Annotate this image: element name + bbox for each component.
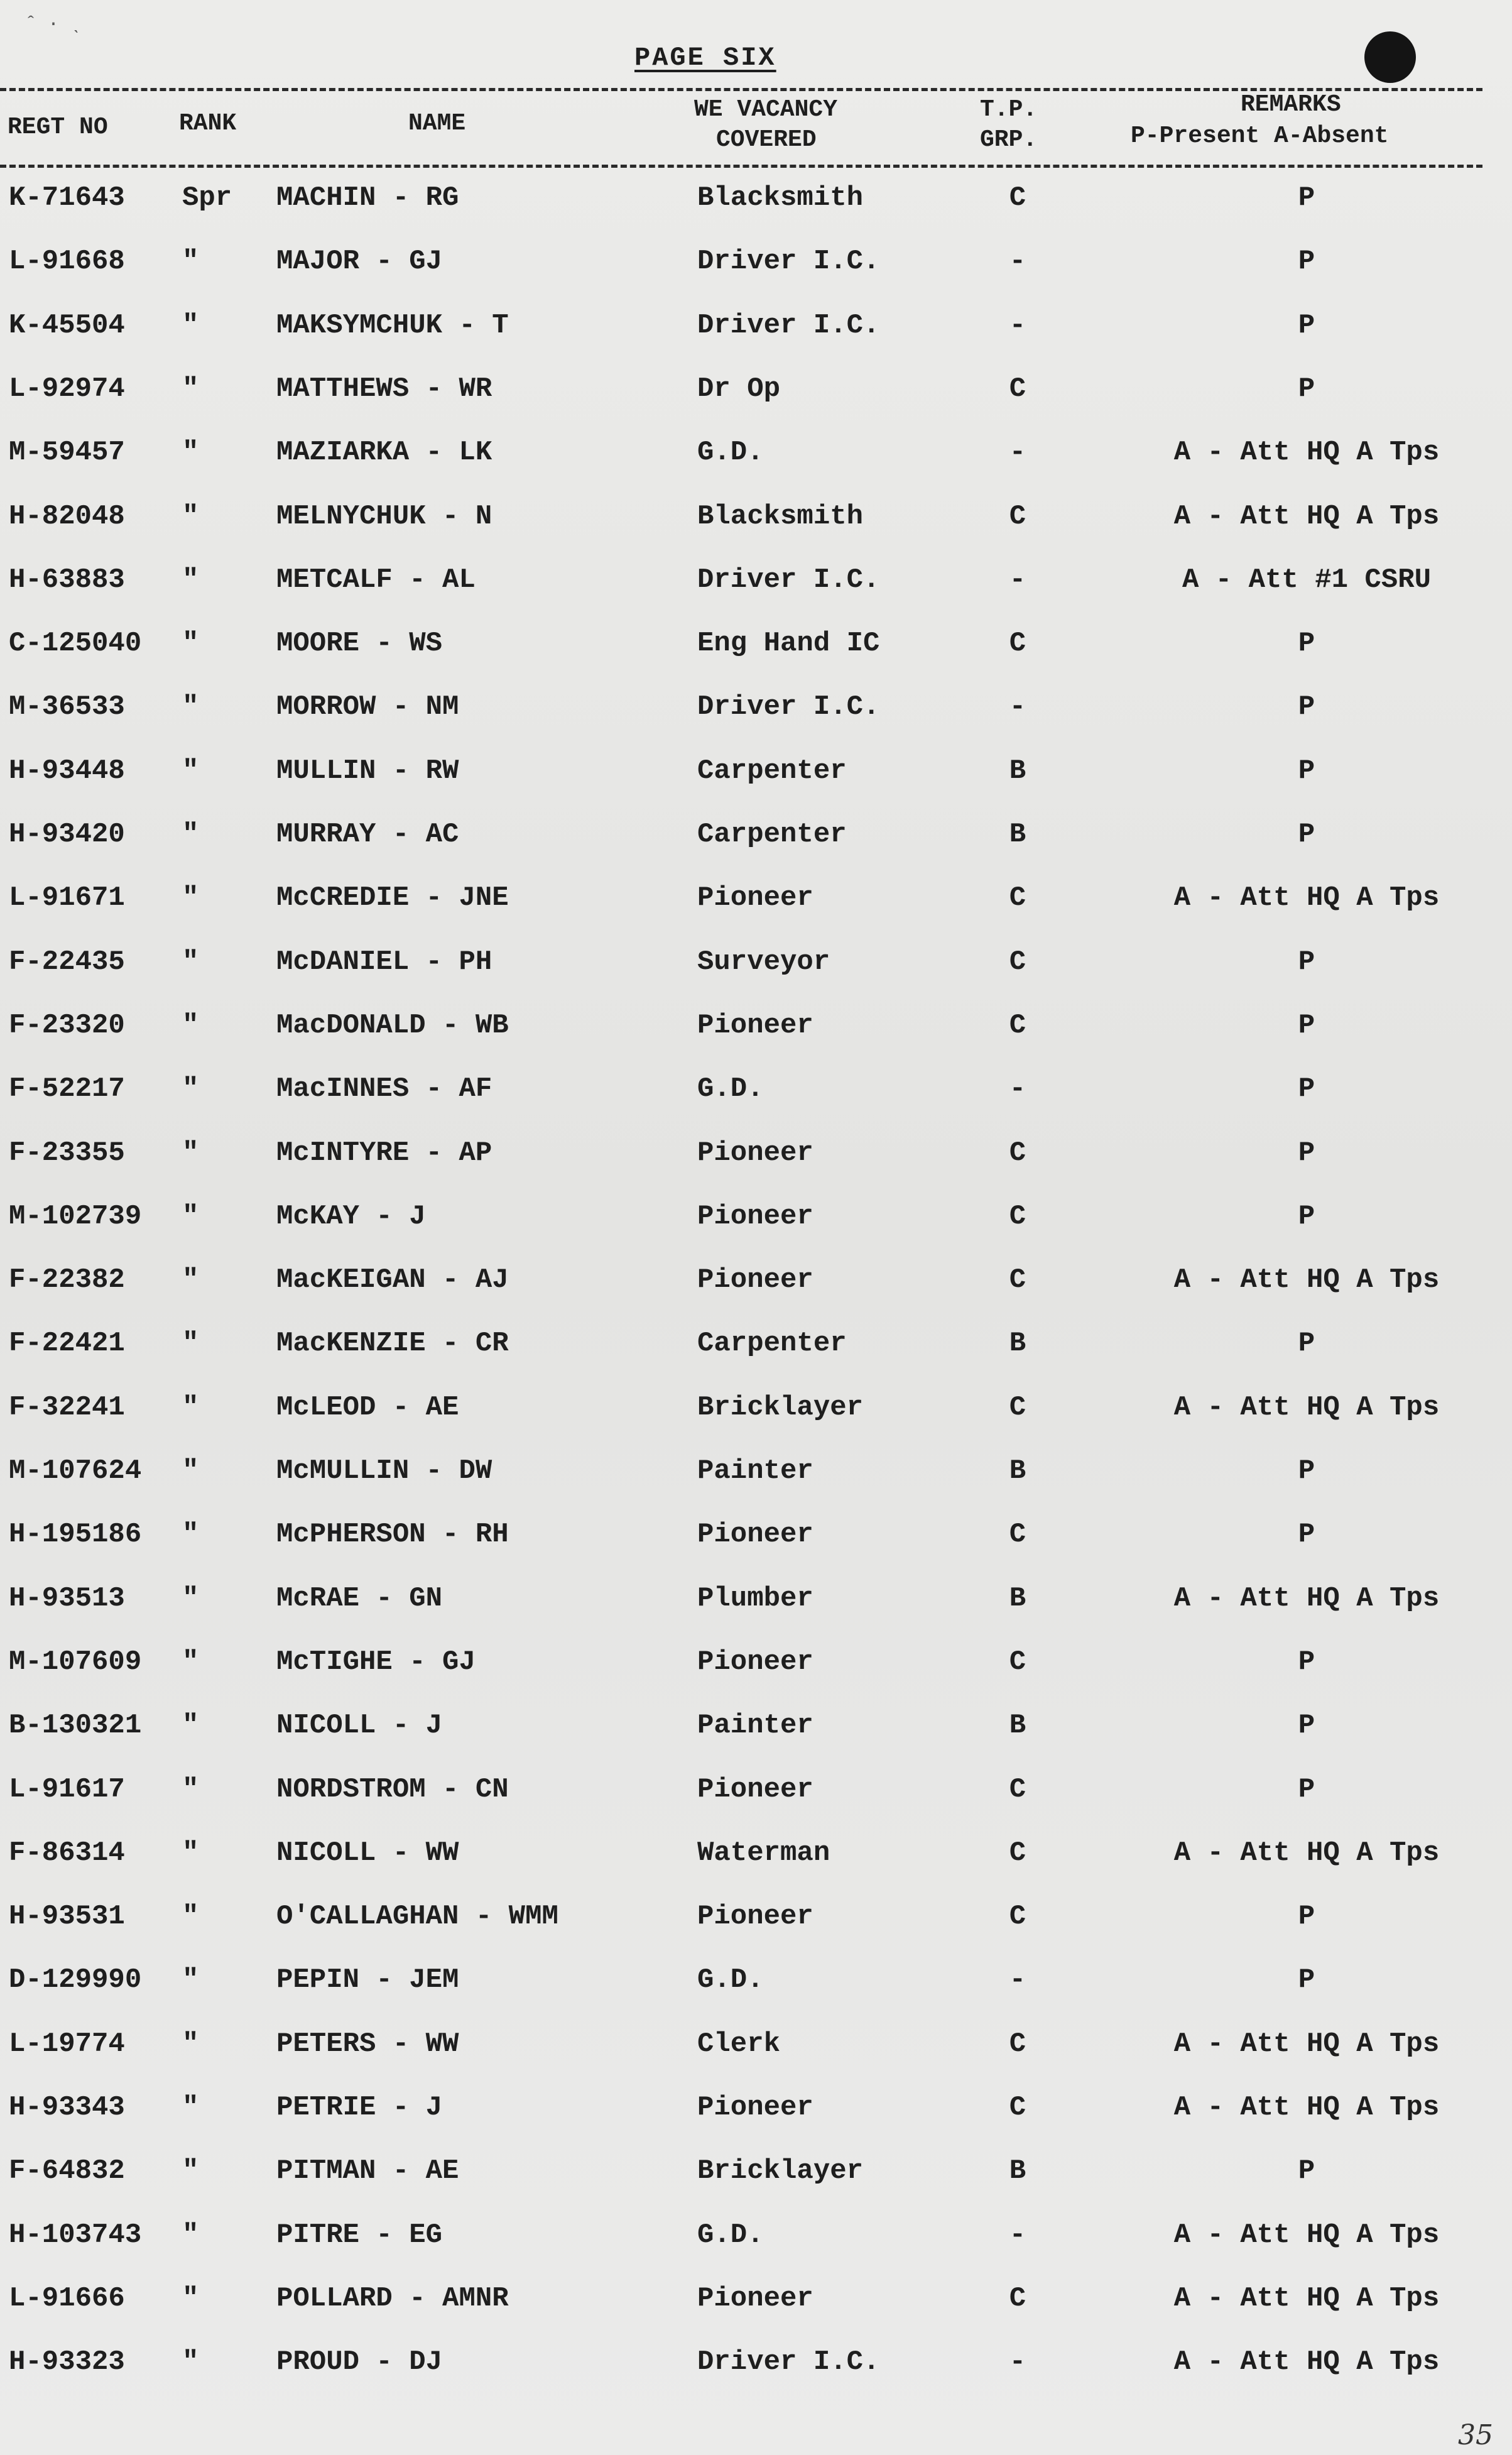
vacancy-cell: Pioneer bbox=[697, 1264, 813, 1296]
tp-grp-cell: - bbox=[1009, 1964, 1026, 1996]
table-row bbox=[0, 173, 1512, 223]
remarks-cell: A - Att HQ A Tps bbox=[1173, 2219, 1440, 2251]
rank-cell: " bbox=[182, 309, 199, 341]
regt-no-cell: H-93420 bbox=[9, 819, 125, 850]
rank-cell: " bbox=[182, 2155, 199, 2187]
remarks-cell: A - Att HQ A Tps bbox=[1173, 1837, 1440, 1869]
tp-grp-cell: - bbox=[1009, 691, 1026, 723]
vacancy-cell: Painter bbox=[697, 1710, 813, 1742]
tp-grp-cell: C bbox=[1009, 2092, 1026, 2123]
rank-cell: " bbox=[182, 1328, 199, 1360]
name-cell: McDANIEL - PH bbox=[276, 946, 492, 978]
regt-no-cell: C-125040 bbox=[9, 628, 142, 660]
tp-grp-cell: B bbox=[1009, 819, 1026, 850]
remarks-cell: A - Att HQ A Tps bbox=[1173, 2282, 1440, 2314]
remarks-cell: P bbox=[1298, 946, 1315, 978]
regt-no-cell: L-91666 bbox=[9, 2282, 125, 2314]
remarks-cell: P bbox=[1298, 628, 1315, 660]
table-row bbox=[0, 1318, 1512, 1369]
tp-grp-cell: C bbox=[1009, 1646, 1026, 1678]
rank-cell: " bbox=[182, 1901, 199, 1933]
remarks-cell: P bbox=[1298, 182, 1315, 214]
table-row bbox=[0, 2337, 1512, 2387]
rank-cell: " bbox=[182, 2282, 199, 2314]
regt-no-cell: F-22421 bbox=[9, 1328, 125, 1360]
name-cell: McMULLIN - DW bbox=[276, 1455, 492, 1487]
vacancy-cell: Driver I.C. bbox=[697, 246, 880, 278]
header-vacancy-line2: COVERED bbox=[716, 126, 817, 153]
tp-grp-cell: C bbox=[1009, 1901, 1026, 1933]
name-cell: McLEOD - AE bbox=[276, 1391, 459, 1423]
vacancy-cell: Pioneer bbox=[697, 1519, 813, 1551]
remarks-cell: P bbox=[1298, 1519, 1315, 1551]
vacancy-cell: Pioneer bbox=[697, 2282, 813, 2314]
name-cell: MOORE - WS bbox=[276, 628, 443, 660]
tp-grp-cell: B bbox=[1009, 1582, 1026, 1614]
table-row bbox=[0, 1573, 1512, 1624]
rank-cell: " bbox=[182, 1455, 199, 1487]
rank-cell: " bbox=[182, 1391, 199, 1423]
regt-no-cell: F-52217 bbox=[9, 1073, 125, 1105]
remarks-cell: A - Att #1 CSRU bbox=[1182, 564, 1432, 596]
tp-grp-cell: C bbox=[1009, 2282, 1026, 2314]
vacancy-cell: Clerk bbox=[697, 2028, 781, 2060]
tp-grp-cell: C bbox=[1009, 1391, 1026, 1423]
regt-no-cell: H-93343 bbox=[9, 2092, 125, 2123]
name-cell: MACHIN - RG bbox=[276, 182, 459, 214]
header-bottom-rule bbox=[0, 165, 1482, 168]
name-cell: MELNYCHUK - N bbox=[276, 500, 492, 532]
regt-no-cell: F-23355 bbox=[9, 1137, 125, 1169]
table-row bbox=[0, 555, 1512, 605]
table-row bbox=[0, 746, 1512, 796]
name-cell: PEPIN - JEM bbox=[276, 1964, 459, 1996]
tp-grp-cell: - bbox=[1009, 1073, 1026, 1105]
vacancy-cell: Pioneer bbox=[697, 2092, 813, 2123]
name-cell: McKAY - J bbox=[276, 1200, 426, 1232]
name-cell: MAZIARKA - LK bbox=[276, 437, 492, 469]
tp-grp-cell: - bbox=[1009, 564, 1026, 596]
name-cell: MURRAY - AC bbox=[276, 819, 459, 850]
table-row bbox=[0, 682, 1512, 732]
name-cell: McINTYRE - AP bbox=[276, 1137, 492, 1169]
rank-cell: " bbox=[182, 691, 199, 723]
tp-grp-cell: - bbox=[1009, 2219, 1026, 2251]
vacancy-cell: G.D. bbox=[697, 2219, 764, 2251]
remarks-cell: P bbox=[1298, 1200, 1315, 1232]
vacancy-cell: Dr Op bbox=[697, 373, 781, 405]
rank-cell: " bbox=[182, 1009, 199, 1041]
vacancy-cell: Bricklayer bbox=[697, 1391, 864, 1423]
tp-grp-cell: C bbox=[1009, 500, 1026, 532]
rank-cell: " bbox=[182, 246, 199, 278]
tp-grp-cell: C bbox=[1009, 882, 1026, 914]
regt-no-cell: H-93531 bbox=[9, 1901, 125, 1933]
vacancy-cell: Pioneer bbox=[697, 1200, 813, 1232]
rank-cell: " bbox=[182, 1964, 199, 1996]
header-vacancy-line1: WE VACANCY bbox=[694, 96, 838, 123]
regt-no-cell: M-59457 bbox=[9, 437, 125, 469]
name-cell: MacINNES - AF bbox=[276, 1073, 492, 1105]
tp-grp-cell: C bbox=[1009, 1264, 1026, 1296]
remarks-cell: P bbox=[1298, 1773, 1315, 1805]
rank-cell: Spr bbox=[182, 182, 232, 214]
table-row bbox=[0, 618, 1512, 669]
vacancy-cell: G.D. bbox=[697, 1073, 764, 1105]
vacancy-cell: Blacksmith bbox=[697, 182, 864, 214]
regt-no-cell: H-93513 bbox=[9, 1582, 125, 1614]
table-row bbox=[0, 1955, 1512, 2005]
table-row bbox=[0, 2146, 1512, 2196]
name-cell: NICOLL - J bbox=[276, 1710, 443, 1742]
rank-cell: " bbox=[182, 1646, 199, 1678]
tp-grp-cell: C bbox=[1009, 1837, 1026, 1869]
table-row bbox=[0, 1191, 1512, 1242]
name-cell: METCALF - AL bbox=[276, 564, 476, 596]
rank-cell: " bbox=[182, 882, 199, 914]
name-cell: PITMAN - AE bbox=[276, 2155, 459, 2187]
table-row bbox=[0, 2082, 1512, 2133]
table-row bbox=[0, 1255, 1512, 1305]
name-cell: PETERS - WW bbox=[276, 2028, 459, 2060]
remarks-cell: A - Att HQ A Tps bbox=[1173, 2028, 1440, 2060]
name-cell: O'CALLAGHAN - WMM bbox=[276, 1901, 558, 1933]
tp-grp-cell: B bbox=[1009, 1328, 1026, 1360]
rank-cell: " bbox=[182, 819, 199, 850]
name-cell: MacDONALD - WB bbox=[276, 1009, 509, 1041]
remarks-cell: A - Att HQ A Tps bbox=[1173, 1264, 1440, 1296]
name-cell: McRAE - GN bbox=[276, 1582, 443, 1614]
remarks-cell: P bbox=[1298, 691, 1315, 723]
vacancy-cell: Eng Hand IC bbox=[697, 628, 880, 660]
regt-no-cell: H-93323 bbox=[9, 2346, 125, 2378]
vacancy-cell: Carpenter bbox=[697, 819, 847, 850]
vacancy-cell: Pioneer bbox=[697, 1137, 813, 1169]
table-row bbox=[0, 1509, 1512, 1560]
tp-grp-cell: B bbox=[1009, 2155, 1026, 2187]
tp-grp-cell: C bbox=[1009, 2028, 1026, 2060]
table-row bbox=[0, 1891, 1512, 1942]
regt-no-cell: H-195186 bbox=[9, 1519, 142, 1551]
rank-cell: " bbox=[182, 1519, 199, 1551]
rank-cell: " bbox=[182, 2219, 199, 2251]
regt-no-cell: F-22382 bbox=[9, 1264, 125, 1296]
header-name: NAME bbox=[408, 110, 466, 137]
tp-grp-cell: C bbox=[1009, 1200, 1026, 1232]
name-cell: NORDSTROM - CN bbox=[276, 1773, 509, 1805]
tp-grp-cell: C bbox=[1009, 1009, 1026, 1041]
vacancy-cell: Driver I.C. bbox=[697, 2346, 880, 2378]
vacancy-cell: Driver I.C. bbox=[697, 564, 880, 596]
vacancy-cell: Carpenter bbox=[697, 755, 847, 787]
vacancy-cell: Driver I.C. bbox=[697, 309, 880, 341]
remarks-cell: P bbox=[1298, 1137, 1315, 1169]
table-row bbox=[0, 1128, 1512, 1178]
remarks-cell: A - Att HQ A Tps bbox=[1173, 437, 1440, 469]
vacancy-cell: Painter bbox=[697, 1455, 813, 1487]
table-row bbox=[0, 2210, 1512, 2260]
vacancy-cell: G.D. bbox=[697, 1964, 764, 1996]
tp-grp-cell: C bbox=[1009, 628, 1026, 660]
header-tp-grp-line1: T.P. bbox=[980, 96, 1038, 123]
name-cell: PROUD - DJ bbox=[276, 2346, 443, 2378]
name-cell: McPHERSON - RH bbox=[276, 1519, 509, 1551]
regt-no-cell: D-129990 bbox=[9, 1964, 142, 1996]
table-row bbox=[0, 2273, 1512, 2324]
remarks-cell: P bbox=[1298, 309, 1315, 341]
vacancy-cell: Surveyor bbox=[697, 946, 830, 978]
remarks-cell: P bbox=[1298, 1710, 1315, 1742]
remarks-cell: P bbox=[1298, 1009, 1315, 1041]
table-row bbox=[0, 1382, 1512, 1433]
tp-grp-cell: C bbox=[1009, 182, 1026, 214]
tp-grp-cell: - bbox=[1009, 309, 1026, 341]
regt-no-cell: L-91617 bbox=[9, 1773, 125, 1805]
name-cell: MacKENZIE - CR bbox=[276, 1328, 509, 1360]
regt-no-cell: F-64832 bbox=[9, 2155, 125, 2187]
vacancy-cell: Plumber bbox=[697, 1582, 813, 1614]
name-cell: MacKEIGAN - AJ bbox=[276, 1264, 509, 1296]
name-cell: NICOLL - WW bbox=[276, 1837, 459, 1869]
table-row bbox=[0, 1446, 1512, 1496]
name-cell: MATTHEWS - WR bbox=[276, 373, 492, 405]
remarks-cell: A - Att HQ A Tps bbox=[1173, 500, 1440, 532]
tp-grp-cell: C bbox=[1009, 1519, 1026, 1551]
regt-no-cell: K-71643 bbox=[9, 182, 125, 214]
table-row bbox=[0, 1000, 1512, 1051]
vacancy-cell: Pioneer bbox=[697, 1009, 813, 1041]
header-remarks-line2: P-Present A-Absent bbox=[1131, 123, 1389, 150]
tp-grp-cell: - bbox=[1009, 2346, 1026, 2378]
table-row bbox=[0, 1700, 1512, 1751]
remarks-cell: P bbox=[1298, 1964, 1315, 1996]
name-cell: MAKSYMCHUK - T bbox=[276, 309, 509, 341]
table-row bbox=[0, 1064, 1512, 1114]
rank-cell: " bbox=[182, 1137, 199, 1169]
rank-cell: " bbox=[182, 2092, 199, 2123]
rank-cell: " bbox=[182, 373, 199, 405]
regt-no-cell: F-22435 bbox=[9, 946, 125, 978]
regt-no-cell: F-23320 bbox=[9, 1009, 125, 1041]
table-row bbox=[0, 427, 1512, 478]
regt-no-cell: M-107624 bbox=[9, 1455, 142, 1487]
regt-no-cell: H-103743 bbox=[9, 2219, 142, 2251]
table-row bbox=[0, 937, 1512, 987]
header-tp-grp-line2: GRP. bbox=[980, 126, 1038, 153]
corner-mark: ˆ · ˎ bbox=[25, 14, 82, 35]
rank-cell: " bbox=[182, 2346, 199, 2378]
rank-cell: " bbox=[182, 628, 199, 660]
regt-no-cell: H-82048 bbox=[9, 500, 125, 532]
remarks-cell: A - Att HQ A Tps bbox=[1173, 882, 1440, 914]
rank-cell: " bbox=[182, 946, 199, 978]
remarks-cell: A - Att HQ A Tps bbox=[1173, 2346, 1440, 2378]
remarks-cell: P bbox=[1298, 2155, 1315, 2187]
vacancy-cell: Bricklayer bbox=[697, 2155, 864, 2187]
name-cell: MORROW - NM bbox=[276, 691, 459, 723]
regt-no-cell: F-86314 bbox=[9, 1837, 125, 1869]
name-cell: MAJOR - GJ bbox=[276, 246, 443, 278]
rank-cell: " bbox=[182, 1264, 199, 1296]
name-cell: McTIGHE - GJ bbox=[276, 1646, 476, 1678]
header-remarks-line1: REMARKS bbox=[1241, 91, 1341, 118]
rank-cell: " bbox=[182, 755, 199, 787]
name-cell: POLLARD - AMNR bbox=[276, 2282, 509, 2314]
regt-no-cell: M-102739 bbox=[9, 1200, 142, 1232]
regt-no-cell: M-36533 bbox=[9, 691, 125, 723]
tp-grp-cell: B bbox=[1009, 755, 1026, 787]
punch-hole bbox=[1364, 31, 1416, 83]
vacancy-cell: Driver I.C. bbox=[697, 691, 880, 723]
rank-cell: " bbox=[182, 437, 199, 469]
tp-grp-cell: - bbox=[1009, 437, 1026, 469]
tp-grp-cell: C bbox=[1009, 1137, 1026, 1169]
name-cell: McCREDIE - JNE bbox=[276, 882, 509, 914]
table-row bbox=[0, 873, 1512, 923]
header-rank: RANK bbox=[179, 110, 237, 137]
table-row bbox=[0, 809, 1512, 860]
tp-grp-cell: B bbox=[1009, 1455, 1026, 1487]
table-row bbox=[0, 236, 1512, 287]
regt-no-cell: M-107609 bbox=[9, 1646, 142, 1678]
name-cell: PITRE - EG bbox=[276, 2219, 443, 2251]
remarks-cell: P bbox=[1298, 246, 1315, 278]
tp-grp-cell: - bbox=[1009, 246, 1026, 278]
name-cell: MULLIN - RW bbox=[276, 755, 459, 787]
regt-no-cell: K-45504 bbox=[9, 309, 125, 341]
remarks-cell: P bbox=[1298, 1646, 1315, 1678]
table-row bbox=[0, 1764, 1512, 1815]
vacancy-cell: Pioneer bbox=[697, 1646, 813, 1678]
tp-grp-cell: B bbox=[1009, 1710, 1026, 1742]
regt-no-cell: L-19774 bbox=[9, 2028, 125, 2060]
remarks-cell: P bbox=[1298, 1073, 1315, 1105]
tp-grp-cell: C bbox=[1009, 1773, 1026, 1805]
vacancy-cell: Blacksmith bbox=[697, 500, 864, 532]
tp-grp-cell: C bbox=[1009, 946, 1026, 978]
table-row bbox=[0, 1637, 1512, 1687]
remarks-cell: P bbox=[1298, 755, 1315, 787]
remarks-cell: A - Att HQ A Tps bbox=[1173, 2092, 1440, 2123]
rank-cell: " bbox=[182, 1200, 199, 1232]
vacancy-cell: Pioneer bbox=[697, 882, 813, 914]
remarks-cell: P bbox=[1298, 1328, 1315, 1360]
table-row bbox=[0, 2019, 1512, 2069]
regt-no-cell: H-93448 bbox=[9, 755, 125, 787]
vacancy-cell: G.D. bbox=[697, 437, 764, 469]
regt-no-cell: F-32241 bbox=[9, 1391, 125, 1423]
remarks-cell: P bbox=[1298, 373, 1315, 405]
regt-no-cell: H-63883 bbox=[9, 564, 125, 596]
remarks-cell: A - Att HQ A Tps bbox=[1173, 1582, 1440, 1614]
vacancy-cell: Carpenter bbox=[697, 1328, 847, 1360]
rank-cell: " bbox=[182, 1582, 199, 1614]
rank-cell: " bbox=[182, 2028, 199, 2060]
page-number: 35 bbox=[1458, 2419, 1493, 2451]
tp-grp-cell: C bbox=[1009, 373, 1026, 405]
remarks-cell: P bbox=[1298, 1455, 1315, 1487]
remarks-cell: A - Att HQ A Tps bbox=[1173, 1391, 1440, 1423]
page-title: PAGE SIX bbox=[634, 43, 776, 73]
vacancy-cell: Pioneer bbox=[697, 1773, 813, 1805]
name-cell: PETRIE - J bbox=[276, 2092, 443, 2123]
rank-cell: " bbox=[182, 564, 199, 596]
vacancy-cell: Waterman bbox=[697, 1837, 830, 1869]
table-row bbox=[0, 1828, 1512, 1878]
rank-cell: " bbox=[182, 1073, 199, 1105]
rank-cell: " bbox=[182, 500, 199, 532]
remarks-cell: P bbox=[1298, 1901, 1315, 1933]
regt-no-cell: B-130321 bbox=[9, 1710, 142, 1742]
regt-no-cell: L-92974 bbox=[9, 373, 125, 405]
regt-no-cell: L-91671 bbox=[9, 882, 125, 914]
rank-cell: " bbox=[182, 1837, 199, 1869]
rank-cell: " bbox=[182, 1773, 199, 1805]
table-row bbox=[0, 491, 1512, 542]
table-row bbox=[0, 300, 1512, 351]
vacancy-cell: Pioneer bbox=[697, 1901, 813, 1933]
regt-no-cell: L-91668 bbox=[9, 246, 125, 278]
rank-cell: " bbox=[182, 1710, 199, 1742]
header-regt-no: REGT NO bbox=[8, 114, 108, 141]
table-row bbox=[0, 364, 1512, 414]
remarks-cell: P bbox=[1298, 819, 1315, 850]
